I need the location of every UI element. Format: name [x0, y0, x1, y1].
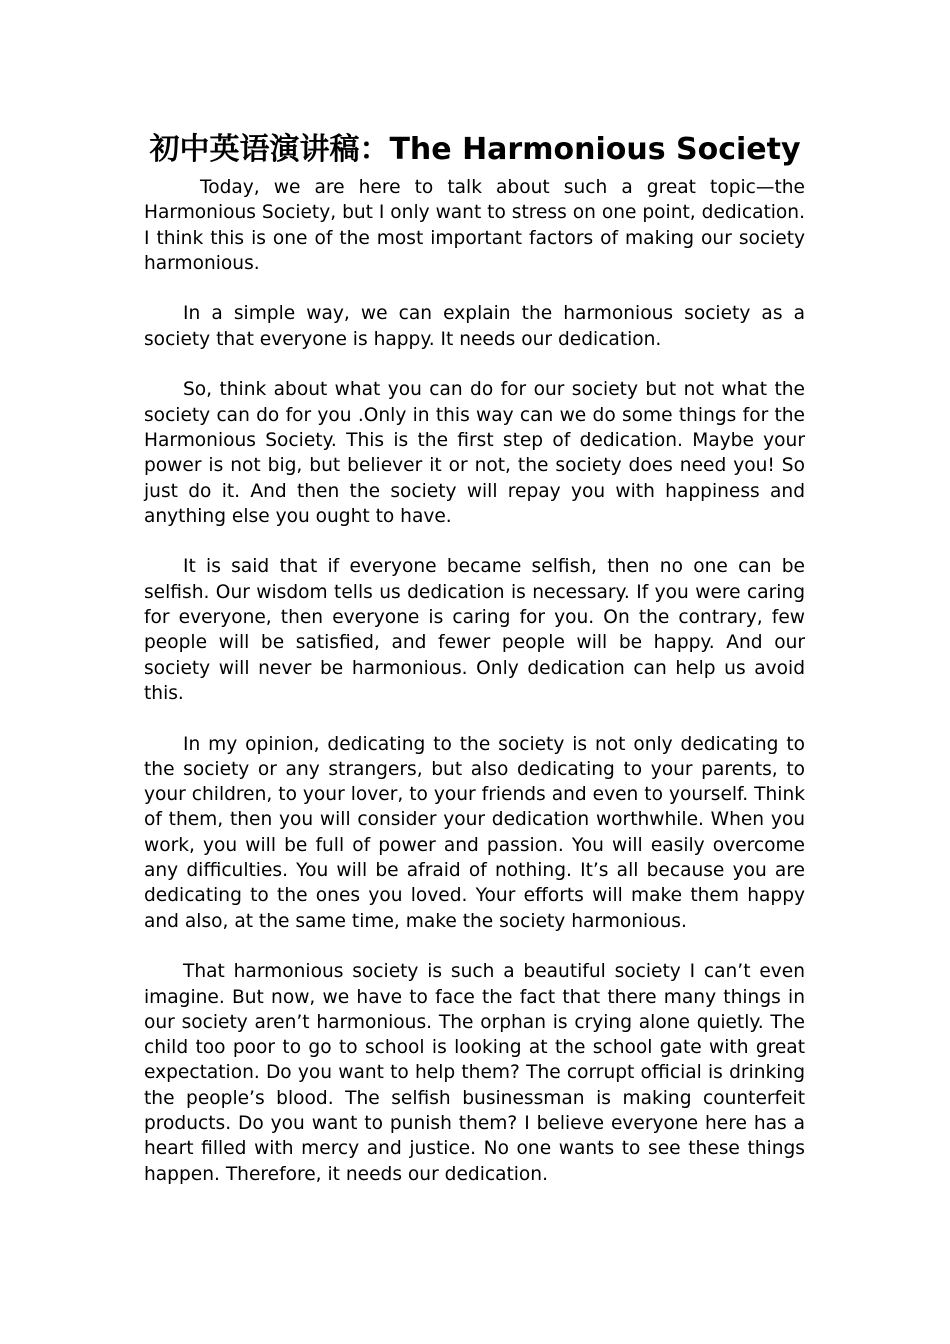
paragraph-5: In my opinion, dedicating to the society is not only dedicating to the society or any strangers, but also dedicating to your parents, to your children, to your lover, to your friends and even to yourself. Think of them, then you will consider your dedication worthwhile. When you work, you will be full of power and passion. You will easily overcome any difficulties. You will be afraid of nothing. It’s all because you are dedicating to the ones you loved. Your efforts will make them happy and also, at the same time, make the society harmonious. [144, 733, 805, 932]
document-title: 初中英语演讲稿：The Harmonious Society [149, 132, 801, 167]
paragraph-4: It is said that if everyone became selfish, then no one can be selfish. Our wisdom tells us dedication is necessary. If you were caring for everyone, then everyone is caring for you. On the contrary, few people will be satisfied, and fewer people will be happy. And our society will never be harmonious. Only dedication can help us avoid this. [144, 556, 805, 704]
paragraph-6: That harmonious society is such a beautiful society I can’t even imagine. But now, we have to face the fact that there many things in our society aren’t harmonious. The orphan is crying alone quietly. The child too poor to go to school is looking at the school gate with great expectation. Do you want to help them? The corrupt official is drinking the people’s blood. The selfish businessman is making counterfeit products. Do you want to punish them? I believe everyone here has a heart filled with mercy and justice. No one wants to see these things happen. Therefore, it needs our dedication. [144, 961, 805, 1185]
paragraph-3: So, think about what you can do for our society but not what the society can do for you .Only in this way can we do some things for the Harmonious Society. This is the first step of dedication. Maybe your power is not big, but believer it or not, the society does need you! So just do it. And then the society will repay you with happiness and anything else you ought to have. [144, 379, 805, 527]
paragraph-1: Today, we are here to talk about such a great topic—the Harmonious Society, but I only want to stress on one point, dedication. I think this is one of the most important factors of making our society harmonious. [144, 177, 805, 274]
paragraph-2: In a simple way, we can explain the harmonious society as a society that everyone is happy. It needs our dedication. [144, 303, 805, 350]
document-body [144, 175, 805, 1212]
